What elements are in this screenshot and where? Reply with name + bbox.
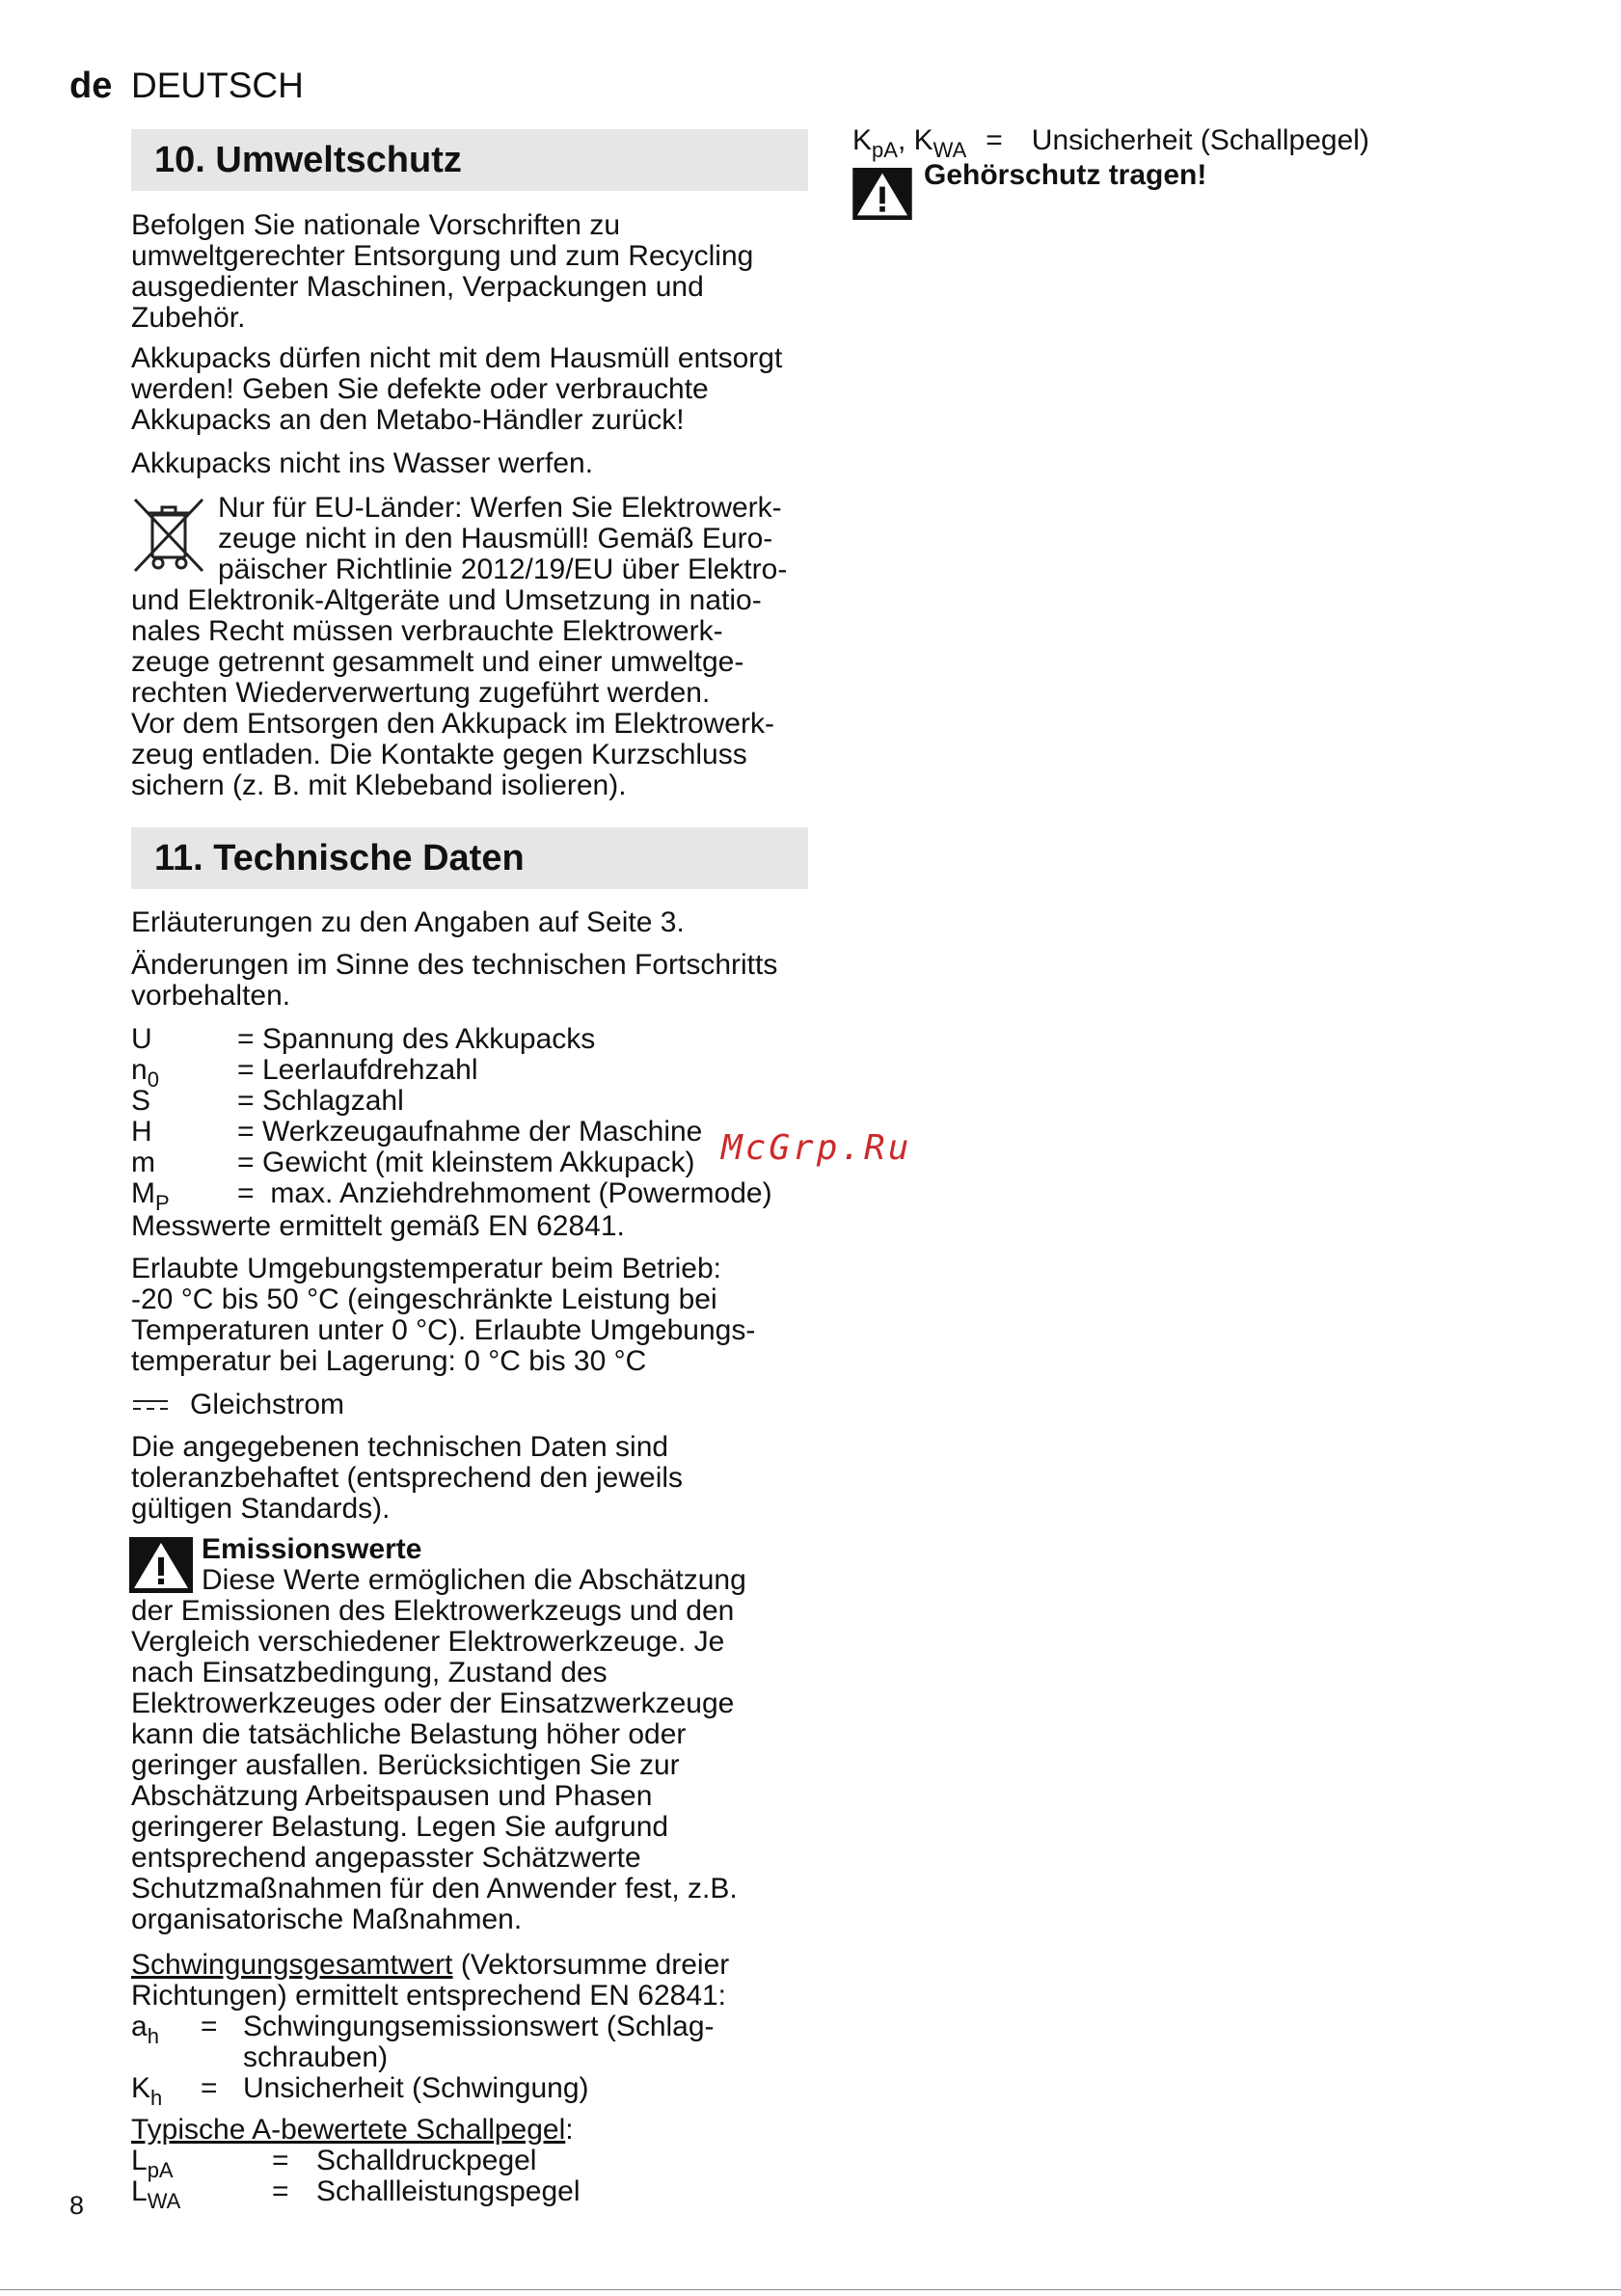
text-line: Erlaubte Umgebungstemperatur beim Betrieb: [131, 1253, 721, 1284]
definition-text: Gewicht (mit kleinstem Akkupack) [262, 1147, 695, 1178]
definition-row [131, 2072, 715, 2110]
text-line: nach Einsatzbedingung, Zustand des [131, 1657, 608, 1688]
equals-sign: = [237, 1116, 255, 1148]
dc-label: Gleichstrom [190, 1389, 345, 1420]
definition-row [131, 2175, 581, 2213]
definition-text: Schalldruckpegel [316, 2145, 537, 2176]
equals-sign: = [237, 1054, 255, 1086]
text-line: temperatur bei Lagerung: 0 °C bis 30 °C [131, 1345, 647, 1377]
text-line: Vor dem Entsorgen den Akkupack im Elektrowerk- [131, 708, 774, 740]
paragraph-tolerance [131, 1432, 683, 1525]
definition-term: $M_P$ [131, 1177, 170, 1215]
text-line: Elektrowerkzeuges oder der Einsatzwerkzeuge [131, 1688, 735, 1719]
section-title: 11. Technische Daten [154, 838, 525, 878]
vibration-heading: Schwingungsgesamtwert [131, 1949, 453, 1981]
definition-row [131, 1177, 772, 1215]
definition-text: Schlagzahl [262, 1085, 404, 1117]
emission-first-line: Diese Werte ermöglichen die Abschätzung [202, 1564, 746, 1596]
warning-icon [129, 1537, 193, 1593]
text-line: Änderungen im Sinne des technischen Fortschritts [131, 949, 778, 981]
spec-definition-list [131, 1023, 772, 1215]
text-line: Schwingungsgesamtwert (Vektorsumme dreier [131, 1949, 730, 1981]
definition-text: Unsicherheit (Schallpegel) [1031, 124, 1369, 156]
warning-icon [852, 168, 912, 220]
equals-sign: = [201, 2011, 218, 2042]
definition-term: H [131, 1116, 152, 1148]
text-line: Vergleich verschiedener Elektrowerkzeuge. Je [131, 1626, 725, 1658]
text-line: entsprechend angepasster Schätzwerte [131, 1842, 641, 1874]
text-line: zeug entladen. Die Kontakte gegen Kurzschluss [131, 739, 747, 770]
equals-sign: = [272, 2145, 289, 2176]
definition-text: Schwingungsemissionswert (Schlag- [243, 2011, 715, 2042]
paragraph-see-page: Erläuterungen zu den Angaben auf Seite 3. [131, 906, 685, 938]
definition-text: Leerlaufdrehzahl [262, 1054, 478, 1086]
definition-row [131, 1117, 772, 1148]
section-heading-umweltschutz [131, 129, 808, 191]
definition-text: Werkzeugaufnahme der Maschine [262, 1116, 703, 1148]
text-line: umweltgerechter Entsorgung und zum Recycling [131, 240, 754, 272]
definition-text: schrauben) [243, 2041, 389, 2073]
text-line: und Elektronik-Altgeräte und Umsetzung in natio- [131, 584, 762, 616]
definition-term: $K_h$ [131, 2072, 163, 2110]
text-line: ausgedienter Maschinen, Verpackungen und [131, 271, 704, 303]
text-line: vorbehalten. [131, 980, 291, 1012]
text-line: organisatorische Maßnahmen. [131, 1904, 523, 1935]
definition-text: max. Anziehdrehmoment (Powermode) [262, 1177, 772, 1209]
definition-text: Spannung des Akkupacks [262, 1023, 596, 1055]
definition-term: $L_{pA}$ [131, 2145, 174, 2182]
text-line: Akkupacks dürfen nicht mit dem Hausmüll entsorgt [131, 342, 783, 374]
equals-sign: = [237, 1023, 255, 1055]
direct-current-icon [133, 1398, 172, 1412]
text-line: rechten Wiederverwertung zugeführt werden. [131, 677, 711, 709]
definition-text: Schallleistungspegel [316, 2175, 581, 2207]
page-bottom-divider [0, 2289, 1621, 2290]
text-line: gültigen Standards). [131, 1493, 391, 1525]
definition-term: $L_{WA}$ [131, 2175, 181, 2213]
watermark-logo: McGrp.Ru [721, 1128, 912, 1168]
text-line: -20 °C bis 50 °C (eingeschränkte Leistung bei [131, 1283, 717, 1315]
equals-sign: = [237, 1147, 255, 1178]
text-line: kann die tatsächliche Belastung höher oder [131, 1718, 687, 1750]
text-line: nales Recht müssen verbrauchte Elektrowerk- [131, 615, 723, 647]
equals-sign: = [272, 2175, 289, 2207]
paragraph-weee [131, 585, 774, 801]
definition-row [131, 1148, 772, 1178]
text-line: geringer ausfallen. Berücksichtigen Sie zur [131, 1749, 680, 1781]
text-line: geringerer Belastung. Legen Sie aufgrund [131, 1811, 669, 1843]
page-number: 8 [69, 2191, 85, 2220]
definition-row [131, 2011, 715, 2048]
paragraph-vibration [131, 1950, 729, 2012]
paragraph-measurement: Messwerte ermittelt gemäß EN 62841. [131, 1210, 625, 1242]
definition-row [131, 1024, 772, 1055]
text-line: toleranzbehaftet (entsprechend den jeweils [131, 1462, 684, 1494]
definition-term: U [131, 1023, 152, 1055]
crossed-bin-icon [129, 494, 208, 577]
sound-heading-line: Typische A-bewertete Schallpegel: [131, 2114, 574, 2146]
equals-sign: = [237, 1085, 255, 1117]
hearing-protection-note: Gehörschutz tragen! [924, 159, 1207, 191]
definition-row [131, 2145, 581, 2182]
emission-title: Emissionswerte [202, 1533, 422, 1565]
definition-term: S [131, 1085, 151, 1117]
paragraph-weee-indented [218, 493, 787, 585]
definition-row [131, 2042, 715, 2073]
definition-text: Unsicherheit (Schwingung) [243, 2072, 589, 2104]
text-line: Nur für EU-Länder: Werfen Sie Elektrowerk- [218, 492, 782, 524]
text-line: Temperaturen unter 0 °C). Erlaubte Umgebungs- [131, 1314, 756, 1346]
text-line: Akkupacks an den Metabo-Händler zurück! [131, 404, 685, 436]
sound-heading: Typische A-bewertete Schallpegel [131, 2114, 566, 2146]
text-line: Richtungen) ermittelt entsprechend EN 62841: [131, 1980, 727, 2012]
text-line: zeuge getrennt gesammelt und einer umweltge- [131, 646, 744, 678]
text-line: päischer Richtlinie 2012/19/EU über Elektro- [218, 554, 788, 585]
text-line: Die angegebenen technischen Daten sind [131, 1431, 669, 1463]
paragraph-changes [131, 950, 777, 1012]
section-title: 10. Umweltschutz [154, 140, 462, 180]
language-code: de [69, 66, 113, 106]
text-line: sichern (z. B. mit Klebeband isolieren). [131, 770, 627, 801]
definition-row [131, 1086, 772, 1117]
text-line: der Emissionen des Elektrowerkzeugs und den [131, 1595, 735, 1627]
paragraph-temperature [131, 1254, 755, 1377]
paragraph-recycling [131, 210, 753, 334]
equals-sign: = [986, 124, 1003, 156]
vibration-definition-list [131, 2011, 715, 2110]
language-name: DEUTSCH [131, 66, 304, 105]
text-line: Abschätzung Arbeitspausen und Phasen [131, 1780, 653, 1812]
definition-row [131, 1054, 772, 1092]
uncertainty-sound-row: $K_{pA}$, $K_{WA}$ = Unsicherheit (Schallpegel) [852, 124, 1369, 162]
text-line: werden! Geben Sie defekte oder verbrauchte [131, 373, 709, 405]
sound-definition-list [131, 2145, 581, 2213]
definition-term: m [131, 1147, 155, 1178]
text-line: Zubehör. [131, 302, 246, 334]
text-line: Befolgen Sie nationale Vorschriften zu [131, 209, 620, 241]
text-line: Schutzmaßnahmen für den Anwender fest, z.B. [131, 1873, 738, 1904]
definition-term: $n_0$ [131, 1054, 159, 1092]
section-heading-technische-daten [131, 827, 808, 889]
equals-sign: = [201, 2072, 218, 2104]
paragraph-emission [131, 1596, 738, 1935]
text-line: zeuge nicht in den Hausmüll! Gemäß Euro- [218, 523, 773, 554]
equals-sign: = [237, 1177, 255, 1209]
definition-term: $a_h$ [131, 2011, 159, 2048]
paragraph-water: Akkupacks nicht ins Wasser werfen. [131, 447, 594, 479]
paragraph-battery-disposal [131, 343, 782, 436]
